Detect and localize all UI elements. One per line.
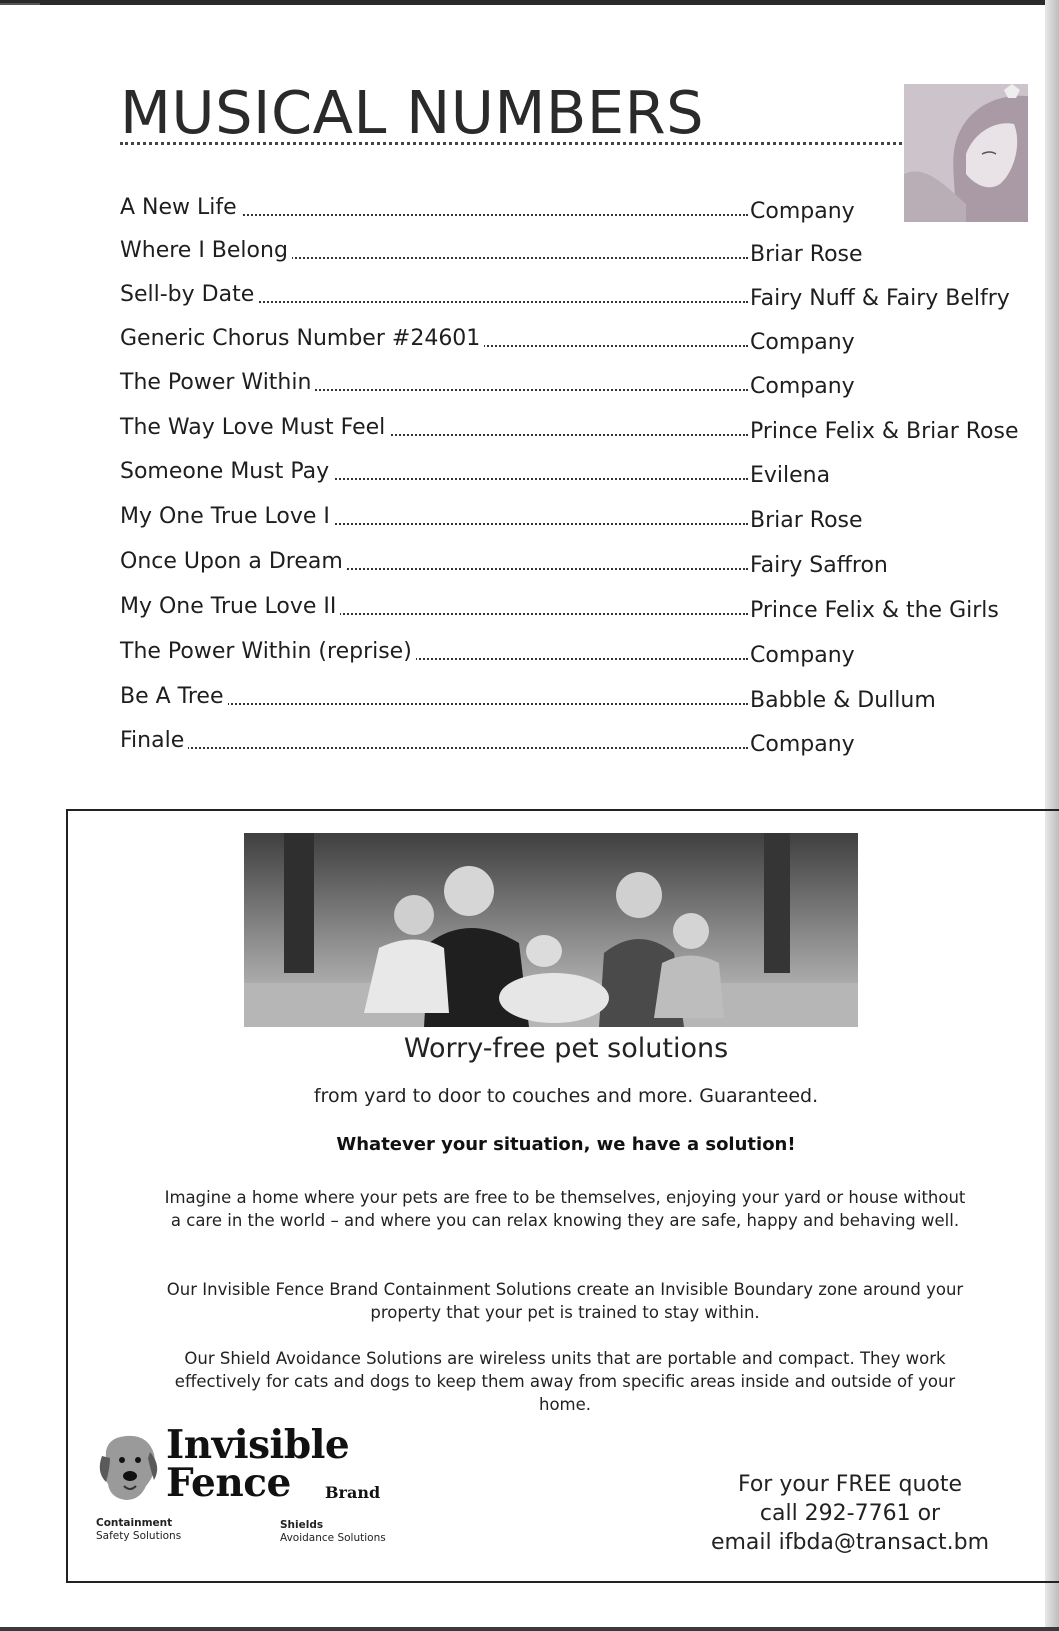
song-performer: Company: [750, 330, 855, 355]
song-title: Finale: [120, 725, 188, 757]
list-item: [120, 412, 1020, 444]
page-title: MUSICAL NUMBERS: [120, 78, 705, 147]
logo-wordmark-invisible: Invisible: [166, 1422, 350, 1468]
song-performer: Prince Felix & Briar Rose: [750, 419, 1019, 444]
quote-email: email ifbda@transact.bm: [710, 1530, 990, 1555]
song-title: Once Upon a Dream: [120, 546, 347, 578]
list-item: [120, 591, 1020, 623]
song-title: My One True Love I: [120, 501, 334, 533]
song-performer: Evilena: [750, 463, 831, 488]
list-item: [120, 192, 1020, 224]
logo-wordmark-fence: Fence: [166, 1460, 291, 1506]
song-title: The Way Love Must Feel: [120, 412, 389, 444]
ad-heading: Worry-free pet solutions: [403, 1033, 729, 1064]
logo-brand-label: Brand: [325, 1483, 381, 1502]
list-item: [120, 546, 1020, 578]
song-title: The Power Within: [120, 367, 315, 399]
list-item: [120, 681, 1020, 713]
contact-quote: [700, 1470, 1000, 1557]
song-title: Where I Belong: [120, 235, 292, 267]
song-title: My One True Love II: [120, 591, 340, 623]
category-subtitle: Avoidance Solutions: [280, 1532, 386, 1544]
dog-logo-icon: [96, 1428, 164, 1504]
page-edge-mark: [0, 3, 40, 5]
category-subtitle: Safety Solutions: [96, 1530, 182, 1542]
song-title: Be A Tree: [120, 681, 228, 713]
song-title: A New Life: [120, 192, 241, 224]
title-dotted-rule: [120, 142, 920, 145]
song-performer: Company: [750, 374, 855, 399]
logo-category-shields: [280, 1519, 386, 1545]
ad-paragraph-3: Our Shield Avoidance Solutions are wireless units that are portable and compact. They work effectively for cats and dogs to keep them away from specific areas inside and outside of your home.: [174, 1349, 956, 1414]
category-title: Containment: [96, 1517, 173, 1529]
song-performer: Briar Rose: [750, 508, 863, 533]
list-item: [120, 501, 1020, 533]
ad-paragraph-1: Imagine a home where your pets are free to be themselves, enjoying your yard or house without a care in the world – and where you can relax knowing they are safe, happy and behaving well.: [164, 1188, 966, 1230]
page-bottom-edge: [0, 1627, 1059, 1631]
song-performer: Fairy Saffron: [750, 553, 888, 578]
song-performer: Company: [750, 732, 855, 757]
ad-tagline: Whatever your situation, we have a solution!: [336, 1134, 796, 1155]
song-performer: Fairy Nuff & Fairy Belfry: [750, 286, 1010, 311]
song-performer: Briar Rose: [750, 242, 863, 267]
list-item: [120, 323, 1020, 355]
list-item: [120, 367, 1020, 399]
page-top-edge: [0, 0, 1059, 5]
song-title: Generic Chorus Number #24601: [120, 323, 484, 355]
list-item: [120, 279, 1020, 311]
ad-paragraph-2: Our Invisible Fence Brand Containment Solutions create an Invisible Boundary zone around your property that your pet is trained to stay within.: [166, 1280, 964, 1322]
family-with-pets-photo: [244, 833, 858, 1027]
category-title: Shields: [280, 1519, 324, 1531]
song-title: Sell-by Date: [120, 279, 258, 311]
song-performer: Prince Felix & the Girls: [750, 598, 999, 623]
list-item: [120, 725, 1020, 757]
logo-category-containment: [96, 1517, 181, 1543]
song-performer: Company: [750, 199, 855, 224]
list-item: [120, 636, 1020, 668]
song-title: Someone Must Pay: [120, 456, 333, 488]
song-performer: Company: [750, 643, 855, 668]
quote-line-2: call 292-7761 or: [759, 1501, 941, 1526]
ad-subheading: from yard to door to couches and more. Guaranteed.: [313, 1085, 819, 1107]
quote-line-1: For your FREE quote: [737, 1472, 963, 1497]
list-item: [120, 235, 1020, 267]
leader-dots: [120, 747, 748, 749]
list-item: [120, 456, 1020, 488]
song-performer: Babble & Dullum: [750, 688, 936, 713]
song-title: The Power Within (reprise): [120, 636, 416, 668]
